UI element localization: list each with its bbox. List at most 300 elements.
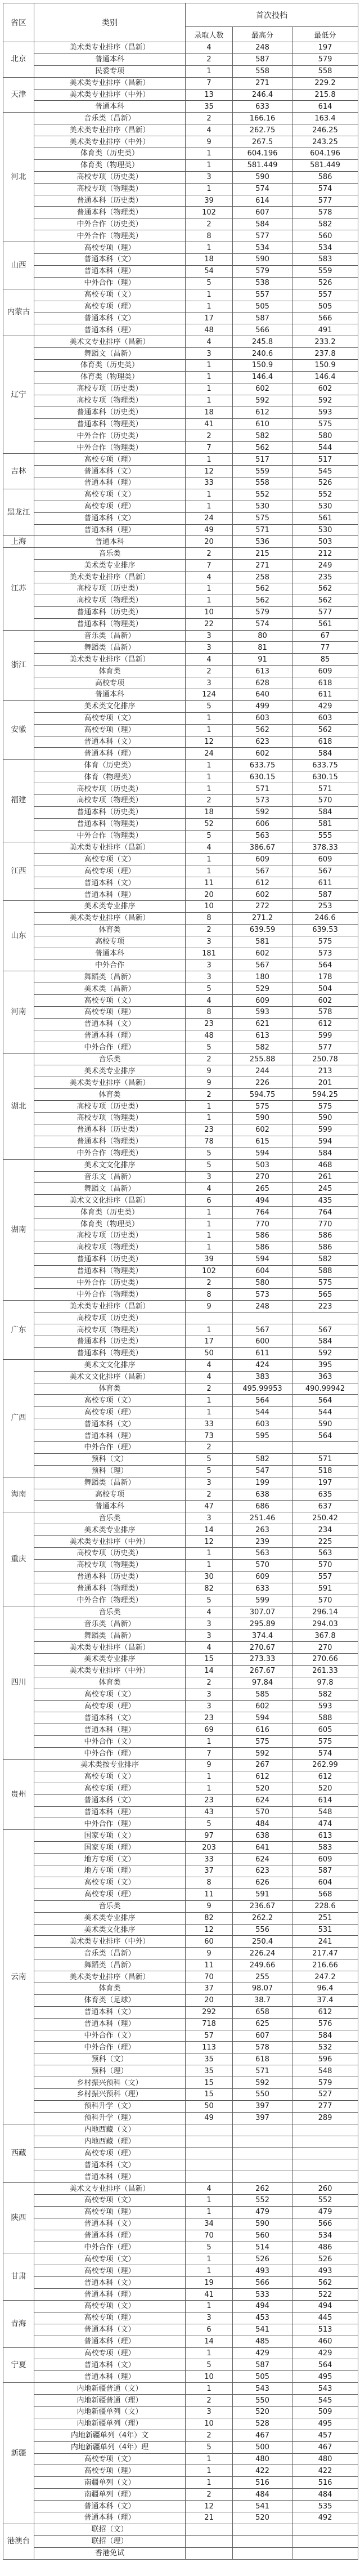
category-cell: 普通本科（文） xyxy=(34,2324,186,2336)
admitted-count-cell: 5 xyxy=(186,700,233,712)
table-row xyxy=(3,1277,358,1289)
table-row xyxy=(3,830,358,842)
min-score-cell: 611 xyxy=(292,877,358,889)
category-cell: 普通本科（理） xyxy=(34,1430,186,1442)
admitted-count-cell: 10 xyxy=(186,2371,233,2383)
category-cell: 美术类按专业排序 xyxy=(34,1760,186,1771)
min-score-cell: 571 xyxy=(292,1453,358,1465)
admitted-count-cell: 2 xyxy=(186,2489,233,2501)
table-row xyxy=(3,606,358,618)
min-score-cell: 587 xyxy=(292,1865,358,1877)
max-score-cell: 607 xyxy=(233,2030,292,2042)
min-score-cell: 612 xyxy=(292,2006,358,2018)
min-score-cell: 770 xyxy=(292,1218,358,1230)
min-score-cell: 247.2 xyxy=(292,1971,358,1983)
admitted-count-cell: 102 xyxy=(186,1265,233,1277)
max-score-cell: 593 xyxy=(233,1007,292,1019)
max-score-cell: 383 xyxy=(233,1371,292,1383)
table-row xyxy=(3,89,358,101)
category-cell: 音乐类 xyxy=(34,1900,186,1912)
min-score-cell: 570 xyxy=(292,795,358,807)
max-score-cell: 567 xyxy=(233,1324,292,1336)
max-score-cell xyxy=(233,2535,292,2547)
max-score-cell: 613 xyxy=(233,666,292,677)
table-row xyxy=(3,2383,358,2395)
min-score-cell: 479 xyxy=(292,2206,358,2218)
table-row xyxy=(3,1113,358,1124)
province-cell: 安徽 xyxy=(3,700,34,759)
min-score-cell: 250.78 xyxy=(292,1053,358,1065)
max-score-cell: 199 xyxy=(233,1477,292,1489)
max-score-cell: 557 xyxy=(233,289,292,301)
min-score-cell: 562 xyxy=(292,583,358,595)
category-cell: 预科（文） xyxy=(34,2053,186,2065)
province-cell: 山东 xyxy=(3,901,34,971)
category-cell: 预科升学（文） xyxy=(34,2100,186,2112)
table-row xyxy=(3,936,358,948)
category-cell: 国家专项（理） xyxy=(34,1842,186,1854)
table-row xyxy=(3,171,358,183)
category-cell: 美术文专业排序（昌新） xyxy=(34,336,186,348)
table-row xyxy=(3,1230,358,1242)
category-cell: 普通本科 xyxy=(34,1501,186,1512)
table-row xyxy=(3,2053,358,2065)
max-score-cell: 591 xyxy=(233,1889,292,1900)
min-score-cell: 570 xyxy=(292,1559,358,1571)
min-score-cell xyxy=(292,1441,358,1453)
admitted-count-cell: 7 xyxy=(186,1748,233,1760)
min-score-cell: 435 xyxy=(292,1195,358,1207)
admitted-count-cell: 8 xyxy=(186,1007,233,1019)
table-row xyxy=(3,1136,358,1148)
category-cell: 舞蹈类（昌新） xyxy=(34,1477,186,1489)
min-score-cell: 557 xyxy=(292,1571,358,1583)
max-score-cell: 541 xyxy=(233,2501,292,2512)
province-cell: 河南 xyxy=(3,971,34,1053)
min-score-cell: 559 xyxy=(292,265,358,277)
category-cell: 普通本科（理） xyxy=(34,2171,186,2183)
admitted-count-cell: 2 xyxy=(186,548,233,560)
admitted-count-cell: 4 xyxy=(186,336,233,348)
table-row xyxy=(3,736,358,748)
table-row xyxy=(3,1207,358,1218)
max-score-cell: 625 xyxy=(233,2018,292,2030)
max-score-cell xyxy=(233,2136,292,2148)
table-row xyxy=(3,301,358,312)
admitted-count-cell: 2 xyxy=(186,1053,233,1065)
category-cell: 乡村振兴预科（理） xyxy=(34,2088,186,2100)
category-cell: 舞蹈文（昌新） xyxy=(34,1183,186,1195)
min-score-cell xyxy=(292,2524,358,2535)
admitted-count-cell: 124 xyxy=(186,689,233,700)
province-cell: 浙江 xyxy=(3,630,34,700)
table-row xyxy=(3,395,358,407)
category-cell: 美术类专业排序（昌新） xyxy=(34,1642,186,1654)
table-row xyxy=(3,477,358,489)
min-score-cell: 567 xyxy=(292,865,358,877)
category-cell: 体育（物理类） xyxy=(34,771,186,783)
table-row xyxy=(3,195,358,207)
max-score-cell xyxy=(233,2159,292,2171)
table-row xyxy=(3,689,358,700)
table-row xyxy=(3,1171,358,1183)
max-score-cell: 638 xyxy=(233,1489,292,1501)
table-row xyxy=(3,2183,358,2195)
category-cell: 音乐类（昌新） xyxy=(34,1618,186,1630)
admitted-count-cell: 5 xyxy=(186,2242,233,2253)
admitted-count-cell: 4 xyxy=(186,124,233,136)
min-score-cell: 604 xyxy=(292,1877,358,1889)
table-row xyxy=(3,442,358,454)
max-score-cell xyxy=(233,2547,292,2559)
max-score-cell: 594.75 xyxy=(233,1089,292,1101)
min-score-cell: 612 xyxy=(292,1771,358,1783)
table-row xyxy=(3,2159,358,2171)
category-cell: 中外合作（理） xyxy=(34,1042,186,1053)
table-row xyxy=(3,1512,358,1524)
min-score-cell: 249 xyxy=(292,560,358,572)
admitted-count-cell: 113 xyxy=(186,2042,233,2053)
admitted-count-cell: 1 xyxy=(186,1736,233,1748)
admitted-count-cell: 11 xyxy=(186,877,233,889)
max-score-cell: 503 xyxy=(233,1159,292,1171)
table-row xyxy=(3,1854,358,1865)
category-cell: 高校专项（理） xyxy=(34,1889,186,1900)
category-cell: 音乐类 xyxy=(34,1053,186,1065)
category-cell: 高校专项（物理类） xyxy=(34,595,186,606)
category-cell: 普通本科（文） xyxy=(34,1018,186,1030)
min-score-cell: 630.15 xyxy=(292,771,358,783)
max-score-cell: 150.9 xyxy=(233,360,292,372)
admitted-count-cell: 1 xyxy=(186,2206,233,2218)
table-row xyxy=(3,1089,358,1101)
min-score-cell: 609 xyxy=(292,1854,358,1865)
min-score-cell: 261 xyxy=(292,1171,358,1183)
table-row xyxy=(3,854,358,865)
admitted-count-cell: 3 xyxy=(186,677,233,689)
max-score-cell: 520 xyxy=(233,2512,292,2524)
max-score-cell: 271 xyxy=(233,560,292,572)
table-row xyxy=(3,595,358,606)
table-row xyxy=(3,1724,358,1736)
category-cell: 美术类专业排序 xyxy=(34,1654,186,1666)
table-row xyxy=(3,1700,358,1712)
admitted-count-cell: 1 xyxy=(186,724,233,736)
min-score-cell: 552 xyxy=(292,2194,358,2206)
max-score-cell: 609 xyxy=(233,854,292,865)
min-score-cell: 395 xyxy=(292,1359,358,1371)
min-score-cell: 580 xyxy=(292,430,358,442)
category-cell: 美术类专业排序（昌新） xyxy=(34,1077,186,1089)
min-score-cell: 577 xyxy=(292,195,358,207)
header-admitted-count: 录取人数 xyxy=(186,27,233,42)
max-score-cell: 267.5 xyxy=(233,136,292,148)
category-cell: 体育类（物理类） xyxy=(34,1218,186,1230)
max-score-cell: 581 xyxy=(233,936,292,948)
admitted-count-cell: 5 xyxy=(186,1595,233,1606)
max-score-cell: 590 xyxy=(233,171,292,183)
category-cell: 普通本科（物理类） xyxy=(34,1136,186,1148)
category-cell: 美术类专业排序（昌新） xyxy=(34,1301,186,1312)
max-score-cell: 582 xyxy=(233,430,292,442)
max-score-cell: 80 xyxy=(233,630,292,642)
category-cell: 舞蹈文（昌新） xyxy=(34,348,186,360)
category-cell: 预科升学（理） xyxy=(34,2112,186,2124)
min-score-cell: 618 xyxy=(292,736,358,748)
category-cell: 高校专项（物理类） xyxy=(34,183,186,195)
min-score-cell: 575 xyxy=(292,936,358,948)
province-cell: 吉林 xyxy=(3,454,34,489)
admitted-count-cell: 2 xyxy=(186,53,233,65)
table-row xyxy=(3,2289,358,2301)
admitted-count-cell: 9 xyxy=(186,1065,233,1077)
min-score-cell: 445 xyxy=(292,2312,358,2324)
min-score-cell: 575 xyxy=(292,1736,358,1748)
table-row xyxy=(3,2065,358,2077)
max-score-cell: 764 xyxy=(233,1207,292,1218)
max-score-cell: 484 xyxy=(233,2489,292,2501)
max-score-cell: 616 xyxy=(233,1724,292,1736)
table-row xyxy=(3,2489,358,2501)
min-score-cell: 531 xyxy=(292,1924,358,1936)
min-score-cell: 577 xyxy=(292,1042,358,1053)
category-cell: 普通本科（理） xyxy=(34,524,186,536)
category-cell: 音乐文（昌新） xyxy=(34,1171,186,1183)
category-cell: 地方专项（文） xyxy=(34,1854,186,1865)
table-row xyxy=(3,1242,358,1253)
table-row xyxy=(3,2395,358,2407)
min-score-cell: 250.42 xyxy=(292,1512,358,1524)
min-score-cell xyxy=(292,2535,358,2547)
min-score-cell: 563 xyxy=(292,1548,358,1560)
category-cell: 普通本科 xyxy=(34,53,186,65)
max-score-cell: 215 xyxy=(233,548,292,560)
table-row xyxy=(3,2277,358,2289)
category-cell: 普通本科（文） xyxy=(34,1794,186,1806)
min-score-cell: 584 xyxy=(292,2030,358,2042)
category-cell: 高校专项（文） xyxy=(34,2194,186,2206)
admitted-count-cell: 9 xyxy=(186,136,233,148)
category-cell: 体育类 xyxy=(34,1089,186,1101)
max-score-cell: 180 xyxy=(233,971,292,983)
table-row xyxy=(3,1642,358,1654)
table-row xyxy=(3,1771,358,1783)
category-cell: 高校专项（文） xyxy=(34,489,186,501)
max-score-cell: 587 xyxy=(233,2359,292,2371)
table-row xyxy=(3,1018,358,1030)
category-cell: 普通本科（物理类） xyxy=(34,418,186,430)
admitted-count-cell: 3 xyxy=(186,2312,233,2324)
category-cell: 普通本科（理） xyxy=(34,2512,186,2524)
min-score-cell: 503 xyxy=(292,536,358,548)
max-score-cell: 262 xyxy=(233,2183,292,2195)
category-cell: 高校专项（历史类） xyxy=(34,1230,186,1242)
admitted-count-cell: 70 xyxy=(186,1971,233,1983)
table-row xyxy=(3,1371,358,1383)
admission-scores-table xyxy=(3,3,358,2560)
province-cell: 新疆 xyxy=(3,2383,34,2524)
min-score-cell: 228.6 xyxy=(292,1900,358,1912)
min-score-cell: 639.53 xyxy=(292,924,358,936)
table-row xyxy=(3,818,358,830)
category-cell: 美术类专业排序（中外） xyxy=(34,1665,186,1677)
min-score-cell: 37.4 xyxy=(292,1994,358,2006)
table-row xyxy=(3,218,358,230)
table-row xyxy=(3,1889,358,1900)
admitted-count-cell: 1 xyxy=(186,1783,233,1794)
category-cell: 内地新疆单列（4年）文 xyxy=(34,2430,186,2441)
province-cell: 云南 xyxy=(3,1830,34,2124)
province-cell: 江苏 xyxy=(3,548,34,630)
category-cell: 高校专项（理） xyxy=(34,301,186,312)
category-cell: 美术文文化排序 xyxy=(34,1159,186,1171)
max-score-cell: 571 xyxy=(233,524,292,536)
min-score-cell: 602 xyxy=(292,995,358,1007)
max-score-cell: 250.4 xyxy=(233,1936,292,1948)
admitted-count-cell: 3 xyxy=(186,348,233,360)
admitted-count-cell: 1 xyxy=(186,865,233,877)
min-score-cell: 603 xyxy=(292,712,358,724)
admitted-count-cell: 3 xyxy=(186,2407,233,2418)
table-row xyxy=(3,2512,358,2524)
category-cell: 普通本科 xyxy=(34,101,186,113)
category-cell: 香港免试 xyxy=(34,2547,186,2559)
min-score-cell: 548 xyxy=(292,2065,358,2077)
category-cell: 普通本科（历史类） xyxy=(34,407,186,418)
admitted-count-cell: 48 xyxy=(186,1030,233,1042)
table-row xyxy=(3,1030,358,1042)
table-row xyxy=(3,2077,358,2089)
category-cell: 中外合作（理） xyxy=(34,2042,186,2053)
max-score-cell: 587 xyxy=(233,53,292,65)
max-score-cell: 514 xyxy=(233,2242,292,2253)
category-cell: 中外合作（理） xyxy=(34,1818,186,1830)
max-score-cell: 581.449 xyxy=(233,159,292,171)
table-row xyxy=(3,724,358,736)
min-score-cell: 526 xyxy=(292,477,358,489)
category-cell: 舞蹈类（昌新） xyxy=(34,1959,186,1971)
category-cell: 美术类专业排序（中外） xyxy=(34,1936,186,1948)
admitted-count-cell: 1 xyxy=(186,2194,233,2206)
min-score-cell: 493 xyxy=(292,2265,358,2277)
max-score-cell: 500 xyxy=(233,2441,292,2453)
category-cell: 美术类（昌新） xyxy=(34,983,186,995)
table-row xyxy=(3,2230,358,2242)
max-score-cell: 226 xyxy=(233,1077,292,1089)
max-score-cell: 484 xyxy=(233,1818,292,1830)
min-score-cell: 294.03 xyxy=(292,1618,358,1630)
min-score-cell: 261.33 xyxy=(292,1665,358,1677)
max-score-cell: 516 xyxy=(233,2477,292,2489)
max-score-cell: 570 xyxy=(233,1806,292,1818)
category-cell: 内地新疆单列（4年）理 xyxy=(34,2441,186,2453)
min-score-cell: 97.8 xyxy=(292,1677,358,1689)
max-score-cell: 272 xyxy=(233,901,292,913)
admitted-count-cell: 1 xyxy=(186,1230,233,1242)
admitted-count-cell: 33 xyxy=(186,477,233,489)
max-score-cell: 770 xyxy=(233,1218,292,1230)
table-row xyxy=(3,2242,358,2253)
category-cell: 音乐类（昌新） xyxy=(34,113,186,124)
table-row xyxy=(3,1077,358,1089)
admitted-count-cell: 15 xyxy=(186,2088,233,2100)
min-score-cell: 492 xyxy=(292,2512,358,2524)
header-category: 类别 xyxy=(34,3,186,42)
min-score-cell: 591 xyxy=(292,1583,358,1595)
admitted-count-cell: 20 xyxy=(186,889,233,901)
admitted-count-cell: 3 xyxy=(186,1171,233,1183)
min-score-cell: 583 xyxy=(292,1842,358,1854)
admitted-count-cell: 2 xyxy=(186,430,233,442)
admitted-count-cell: 14 xyxy=(186,1524,233,1536)
admitted-count-cell: 54 xyxy=(186,265,233,277)
max-score-cell: 98.07 xyxy=(233,1983,292,1994)
min-score-cell: 609 xyxy=(292,854,358,865)
max-score-cell: 626 xyxy=(233,1877,292,1889)
category-cell: 普通本科（历史类） xyxy=(34,1253,186,1265)
min-score-cell: 296.14 xyxy=(292,1606,358,1618)
min-score-cell: 588 xyxy=(292,1265,358,1277)
max-score-cell: 429 xyxy=(233,2347,292,2359)
admitted-count-cell: 1 xyxy=(186,1559,233,1571)
admitted-count-cell: 2 xyxy=(186,1441,233,1453)
min-score-cell: 527 xyxy=(292,2088,358,2100)
min-score-cell: 363 xyxy=(292,1371,358,1383)
table-row xyxy=(3,324,358,336)
table-row xyxy=(3,2206,358,2218)
category-cell: 中外合作（物理类） xyxy=(34,830,186,842)
table-row xyxy=(3,2030,358,2042)
admitted-count-cell: 1 xyxy=(186,360,233,372)
table-row xyxy=(3,53,358,65)
min-score-cell: 509 xyxy=(292,2407,358,2418)
category-cell: 中外合作（文） xyxy=(34,2030,186,2042)
min-score-cell: 212 xyxy=(292,548,358,560)
table-row xyxy=(3,1383,358,1395)
category-cell: 高校专项（理） xyxy=(34,454,186,466)
category-cell: 中外合作（历史类） xyxy=(34,218,186,230)
admitted-count-cell: 4 xyxy=(186,572,233,583)
admitted-count-cell: 24 xyxy=(186,748,233,760)
table-row xyxy=(3,572,358,583)
admitted-count-cell: 10 xyxy=(186,2418,233,2430)
min-score-cell: 486 xyxy=(292,2242,358,2253)
table-row xyxy=(3,2312,358,2324)
category-cell: 中外合作 xyxy=(34,959,186,971)
max-score-cell: 609 xyxy=(233,995,292,1007)
admitted-count-cell: 23 xyxy=(186,1794,233,1806)
admitted-count-cell: 4 xyxy=(186,1606,233,1618)
admitted-count-cell: 3 xyxy=(186,1512,233,1524)
table-row xyxy=(3,454,358,466)
category-cell: 中外合作（物理类） xyxy=(34,1148,186,1159)
table-row xyxy=(3,1395,358,1407)
table-row xyxy=(3,2253,358,2265)
max-score-cell: 397 xyxy=(233,2112,292,2124)
table-row xyxy=(3,1936,358,1948)
admitted-count-cell: 1 xyxy=(186,301,233,312)
max-score-cell: 493 xyxy=(233,2265,292,2277)
admitted-count-cell: 4 xyxy=(186,1371,233,1383)
category-cell: 普通本科 xyxy=(34,536,186,548)
category-cell: 中外合作（理） xyxy=(34,1748,186,1760)
admitted-count-cell: 2 xyxy=(186,1277,233,1289)
max-score-cell: 628 xyxy=(233,677,292,689)
min-score-cell: 561 xyxy=(292,512,358,524)
province-cell: 西藏 xyxy=(3,2124,34,2182)
table-row xyxy=(3,1630,358,1642)
table-header xyxy=(3,3,358,42)
